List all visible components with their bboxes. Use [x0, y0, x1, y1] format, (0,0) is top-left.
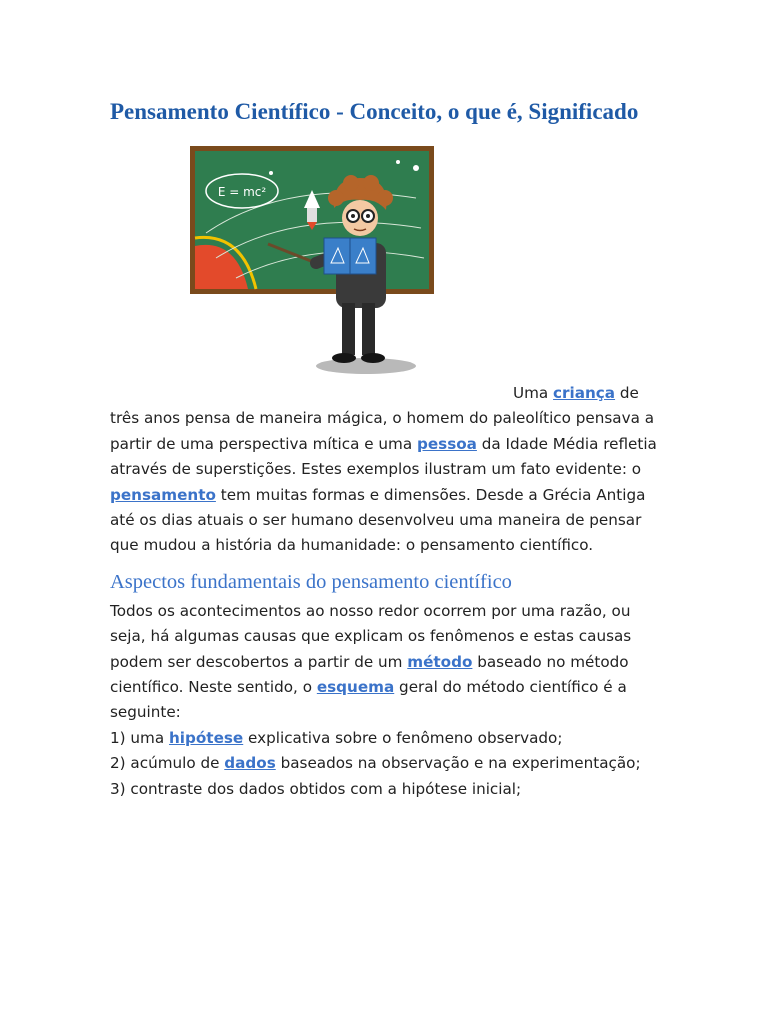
list-item: 2) acúmulo de dados baseados na observação e na experimentação;: [110, 754, 641, 773]
link-pensamento[interactable]: pensamento: [110, 485, 216, 504]
link-crianca[interactable]: criança: [553, 384, 616, 402]
illustration-area: [110, 138, 660, 400]
article: [110, 88, 660, 802]
method-steps-list: [110, 726, 660, 802]
link-esquema[interactable]: esquema: [316, 678, 395, 697]
equation-label: E = mc²: [217, 185, 267, 199]
scientist-chalkboard-illustration: [176, 138, 466, 388]
section-heading: Aspectos fundamentais do pensamento científico: [110, 570, 512, 593]
list-item: 1) uma hipótese explicativa sobre o fenômeno observado;: [110, 728, 563, 747]
list-item: 3) contraste dos dados obtidos com a hipótese inicial;: [110, 779, 522, 798]
link-metodo[interactable]: método: [407, 652, 473, 671]
link-pessoa[interactable]: pessoa: [416, 434, 477, 453]
page-title: Pensamento Científico - Conceito, o que é, Significado: [110, 99, 639, 124]
intro-paragraph: Uma criança de três anos pensa de maneira mágica, o homem do paleolítico pensava a partir de uma perspectiva mítica e uma pessoa da Idade Média refletia através de superstições. Estes exemplos ilustram um fato evidente: o pensamento tem muitas formas e dimensões. Desde a Grécia Antiga até os dias atuais o ser humano desenvolveu uma maneira de pensar que mudou a história da humanidade: o pensamento científico.: [110, 384, 657, 555]
link-dados[interactable]: dados: [224, 754, 276, 773]
section-paragraph: Todos os acontecimentos ao nosso redor ocorrem por uma razão, ou seja, há algumas causas que explicam os fenômenos e estas causas podem ser descobertos a partir de um método baseado no método científico. Neste sentido, o esquema geral do método científico é a seguinte:: [110, 601, 632, 722]
link-hipotese[interactable]: hipótese: [168, 728, 244, 747]
